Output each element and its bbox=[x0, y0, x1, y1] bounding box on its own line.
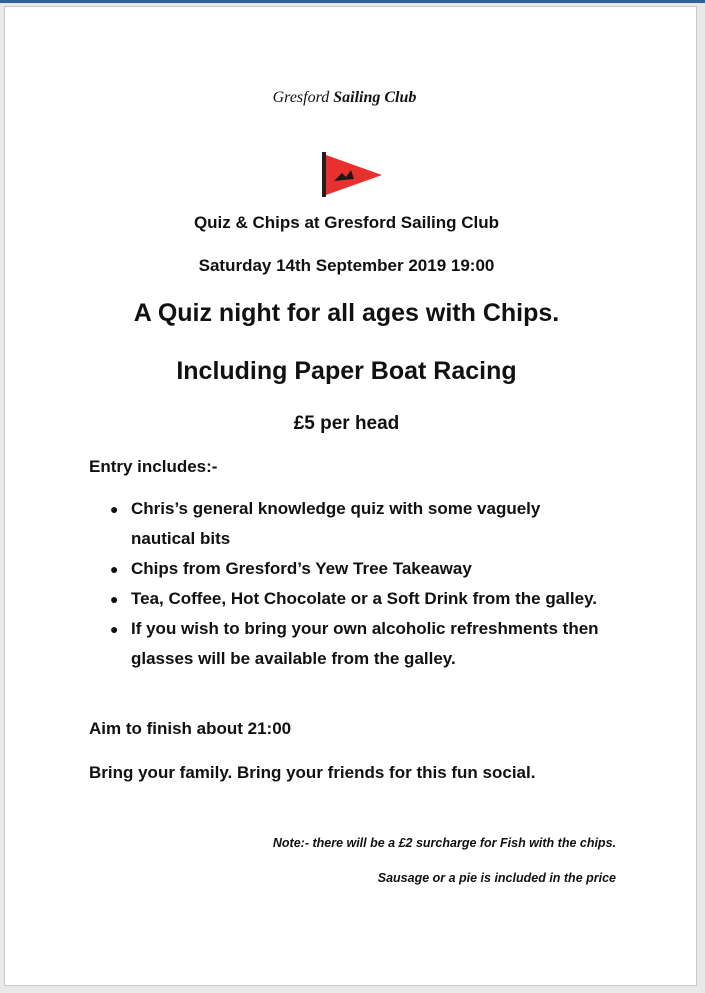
event-headline: A Quiz night for all ages with Chips. bbox=[133, 299, 560, 327]
list-item: ● Chips from Gresford’s Yew Tree Takeaway bbox=[89, 554, 609, 584]
entry-list bbox=[89, 494, 609, 674]
note-included: Sausage or a pie is included in the price bbox=[377, 871, 616, 885]
bullet-icon: ● bbox=[110, 621, 119, 637]
event-title: Quiz & Chips at Gresford Sailing Club bbox=[193, 213, 500, 232]
entry-label: Entry includes:- bbox=[89, 457, 218, 476]
document-page bbox=[4, 6, 697, 986]
bullet-icon: ● bbox=[110, 591, 119, 607]
note-fish-surcharge: Note:- there will be a £2 surcharge for Fish with the chips. bbox=[272, 836, 616, 850]
event-price: £5 per head bbox=[293, 413, 400, 434]
flag-pole bbox=[322, 152, 326, 197]
event-subheadline: Including Paper Boat Racing bbox=[176, 357, 517, 385]
list-item: ● Tea, Coffee, Hot Chocolate or a Soft Drink from the galley. bbox=[89, 584, 609, 614]
club-header-prefix: Gresford bbox=[272, 89, 330, 106]
finish-time: Aim to finish about 21:00 bbox=[89, 719, 292, 738]
club-header bbox=[0, 89, 690, 107]
bullet-icon: ● bbox=[110, 501, 119, 517]
window-top-bar bbox=[0, 0, 705, 3]
club-header-name: Sailing Club bbox=[333, 89, 417, 106]
list-item: ● Chris’s general knowledge quiz with some vaguely nautical bits bbox=[89, 494, 609, 554]
invite-text: Bring your family. Bring your friends for this fun social. bbox=[89, 763, 536, 782]
burgee-flag-icon bbox=[320, 151, 384, 199]
bullet-icon: ● bbox=[110, 561, 119, 577]
event-datetime: Saturday 14th September 2019 19:00 bbox=[198, 256, 495, 275]
flag-pennant bbox=[326, 155, 382, 195]
list-item: ● If you wish to bring your own alcoholic refreshments then glasses will be available from the galley. bbox=[89, 614, 609, 674]
